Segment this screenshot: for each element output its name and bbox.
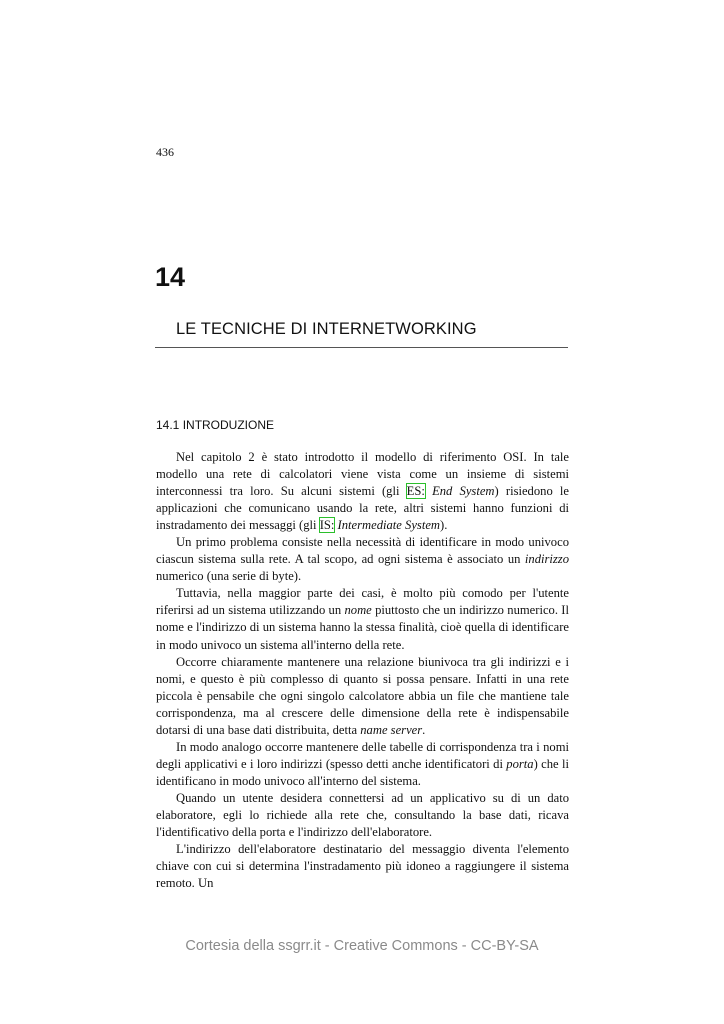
- italic-term: Intermediate System: [337, 518, 441, 533]
- italic-term: End System: [432, 484, 495, 499]
- section-title: 14.1 INTRODUZIONE: [156, 418, 275, 432]
- chapter-number: 14: [155, 262, 186, 292]
- page-number: 436: [156, 145, 174, 159]
- paragraph: In modo analogo occorre mantenere delle tabelle di corrispondenza tra i nomi degli applicativi e i loro indirizzi (spesso detti anche identificatori di porta) che li identificano in modo univoco all'interno del sistema.: [156, 739, 569, 788]
- chapter-title: LE TECNICHE DI INTERNETWORKING: [176, 320, 477, 338]
- paragraph: Occorre chiaramente mantenere una relazione biunivoca tra gli indirizzi e i nomi, e questo è più complesso di quanto si possa pensare. Infatti in una rete piccola è pensabile che ogni singolo calcolatore abbia un file che mantiene tale corrispondenza, ma al crescere delle dimensione della rete è indispensabile dotarsi di una base dati distribuita, detta name server.: [156, 654, 569, 737]
- italic-term: name server: [360, 722, 423, 737]
- paragraph: Tuttavia, nella maggior parte dei casi, è molto più comodo per l'utente riferirsi ad un sistema utilizzando un nome piuttosto che un indirizzo numerico. Il nome e l'indirizzo di un sistema hanno la stessa finalità, cioè quella di identificare in modo univoco un sistema all'interno della rete.: [156, 586, 569, 652]
- chapter-divider: [155, 347, 568, 348]
- paragraph: Quando un utente desidera connettersi ad un applicativo su di un dato elaboratore, egli lo richiede alla rete che, consultando la base dati, ricava l'identificativo della porta e l'indirizzo dell'elaboratore.: [156, 790, 569, 840]
- italic-term: indirizzo: [524, 552, 569, 567]
- paragraph: L'indirizzo dell'elaboratore destinatario del messaggio diventa l'elemento chiave con cui si determina l'instradamento più idoneo a raggiungere il sistema remoto. Un: [156, 842, 569, 891]
- footer-credit: Cortesia della ssgrr.it - Creative Commons - CC-BY-SA: [185, 938, 539, 954]
- paragraph: Un primo problema consiste nella necessità di identificare in modo univoco ciascun sistema sulla rete. A tal scopo, ad ogni sistema è associato un indirizzo numerico (una serie di byte).: [156, 535, 569, 584]
- reference-link-is[interactable]: IS:: [319, 518, 335, 533]
- italic-term: porta: [506, 756, 534, 771]
- paragraph: Nel capitolo 2 è stato introdotto il modello di riferimento OSI. In tale modello una rete di calcolatori viene vista come un insieme di sistemi interconnessi tra loro. Su alcuni sistemi (gli ES: End System) risiedono le applicazioni che comunicano usando la rete, altri sistemi hanno funzioni di instradamento dei messaggi (gli IS: Intermediate System).: [156, 450, 570, 533]
- reference-link-es[interactable]: ES:: [406, 484, 425, 499]
- body-text: [156, 449, 569, 892]
- italic-term: nome: [344, 603, 372, 618]
